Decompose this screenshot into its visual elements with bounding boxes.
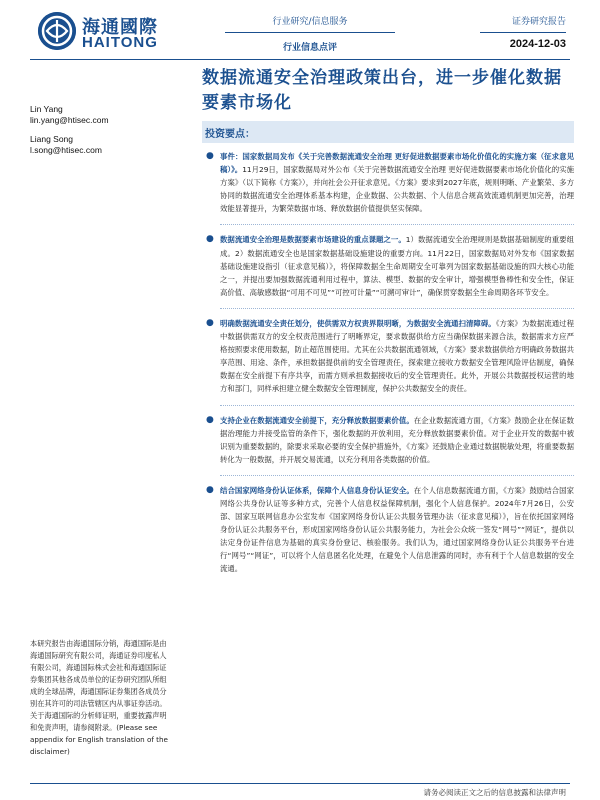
key-point-item: [202, 233, 574, 298]
key-points-list: [202, 150, 574, 585]
key-point-lead: 明确数据流通安全责任划分，使供需双方权责界限明晰，为数据安全流通扫清障碍。: [220, 318, 496, 328]
footer-notice: 请务必阅读正文之后的信息披露和法律声明: [423, 788, 566, 797]
bullet-dot-icon: ●: [206, 151, 214, 161]
logo-chinese-text: 海通國際: [82, 17, 158, 38]
bullet-dot-icon: ●: [206, 317, 214, 328]
bullet-dot-icon: ●: [206, 414, 214, 425]
key-point-lead: 支持企业在数据流通安全前提下，充分释放数据要素价值。: [220, 415, 414, 425]
analyst-name: Lin Yang: [30, 104, 63, 114]
key-point-item: [202, 484, 574, 576]
report-category: 行业研究/信息服务: [272, 17, 348, 27]
key-point-body: 1）数据流通安全治理规则是数据基础制度的重要组成。2）数据流通安全也是国家数据基础设施建设的重要方向。11月22日，国家数据局对外发布《国家数据基础设施建设指引（征求意见稿）》，将保障数据全生命周期安全可靠列为国家数据基础设施的四大核心功能之一，并提出要加强数据流通利用过程中，算法、模型、数据的安全审计，增强模型鲁棒性和安全性，保证高价值、高敏感数据“可用不可见”“可控可计量”“可溯可审计”，确保贯穿数据全生命周期各环节安全。: [220, 235, 574, 297]
key-point-item: [202, 150, 574, 215]
analyst-email[interactable]: l.song@htisec.com: [30, 145, 102, 155]
key-points-title: 投资要点：: [205, 129, 255, 140]
report-type: 证券研究报告: [511, 17, 566, 27]
key-point-lead: 事件：国家数据局发布《关于完善数据流通安全治理 更好促进数据要素市场化价值化的实施方案（征求意见稿）》。: [220, 152, 574, 175]
bullet-dot-icon: ●: [206, 234, 214, 245]
distribution-disclaimer: 本研究报告由海通国际分销，海通国际是由海通国际研究有限公司，海通证券印度私人有限公司，海通国际株式会社和海通国际证券集团其他各成员单位的证券研究团队所组成的全球品牌，海通国际证券集团各成员分别在其许可的司法管辖区内从事证券活动。关于海通国际的分析师证明，重要披露声明和免责声明，请参阅附录。(Please see appendix for English translation of the disclaimer): [30, 639, 168, 756]
header-right-rule: [480, 32, 566, 33]
key-point-lead: 数据流通安全治理是数据要素市场建设的重点课题之一。: [220, 235, 406, 245]
key-point-body: 《方案》为数据流通过程中数据供需双方的安全权责范围进行了明晰界定，要求数据供给方应当确保数据来源合法，数据需求方应严格按照要求使用数据，防止超范围使用。尤其在公共数据流通领域，《方案》要求数据供给方明确政务数据共享范围、用途、条件，承担数据提供前的安全管理责任，探索建立接收方数据安全管理风险评估制度，确保数据在安全前提下有序共享，而需方则承担数据接收后的安全管理责任。此外，开展公共数据授权运营的地方和部门，同样承担建立健全数据安全管理制度，保护公共数据安全的责任。: [220, 318, 574, 394]
key-point-lead: 结合国家网络身份认证体系，保障个人信息身份认证安全。: [220, 485, 414, 495]
dotted-separator: [220, 475, 574, 476]
logo-english-text: HAITONG: [82, 34, 158, 51]
key-point-item: [202, 317, 574, 396]
dotted-separator: [220, 224, 574, 225]
report-date: 2024-12-03: [509, 38, 566, 50]
analyst-email[interactable]: lin.yang@htisec.com: [30, 115, 109, 125]
header-mid-rule: [225, 32, 395, 33]
key-point-item: [202, 414, 574, 466]
report-title: 数据流通安全治理政策出台，进一步催化数据要素市场化: [202, 68, 562, 113]
key-point-body: 在企业数据流通方面，《方案》鼓励企业在保证数据治理能力并接受监管的条件下，强化数据的开放利用，充分释放数据要素价值。对于企业开发的数据中被识别为重要数据的，除要求采取必要的安全保护措施外，《方案》还鼓励企业通过数据脱敏处理，将重要数据转化为一般数据，并开展交易流通，以充分利用各类数据的价值。: [220, 415, 574, 464]
dotted-separator: [220, 405, 574, 406]
header-divider: [30, 59, 570, 60]
footer-divider: [30, 783, 570, 784]
key-points-header-bar: [202, 121, 574, 143]
key-point-body: 在个人信息数据流通方面，《方案》鼓励结合国家网络公共身份认证等多种方式，完善个人信息权益保障机制，强化个人信息保护。2024年7月26日，公安部、国家互联网信息办公室发布《国家网络身份认证公共服务管理办法（征求意见稿）》，旨在依托国家网络身份认证公共服务平台，形成国家网络身份认证公共服务能力，为社会公众统一签发“网号”“网证”，提供以法定身份证件信息为基础的真实身份登记、核验服务。我们认为，通过国家网络身份认证公共服务平台进行“网号”“网证”，可以将个人信息匿名化处理，在避免个人信息泄露的同时，亦有利于个人信息数据的安全流通。: [220, 485, 574, 574]
key-point-body: 11月29日，国家数据局对外公布《关于完善数据流通安全治理 更好促进数据要素市场化价值化的实施方案》（以下简称《方案》），并向社会公开征求意见。《方案》要求到2027年底，规则明晰、产业繁荣、多方协同的数据流通安全治理体系基本构建，企业数据、公共数据、个人信息合规高效流通机制更加完善，治理效能显著提升，为繁荣数据市场、释放数据价值提供坚实保障。: [220, 165, 574, 214]
analyst-name: Liang Song: [30, 134, 74, 144]
report-subcategory: 行业信息点评: [282, 43, 337, 53]
company-logo: [38, 10, 188, 52]
logo-emblem-icon: [38, 12, 76, 50]
dotted-separator: [220, 308, 574, 309]
bullet-dot-icon: ●: [206, 484, 214, 495]
